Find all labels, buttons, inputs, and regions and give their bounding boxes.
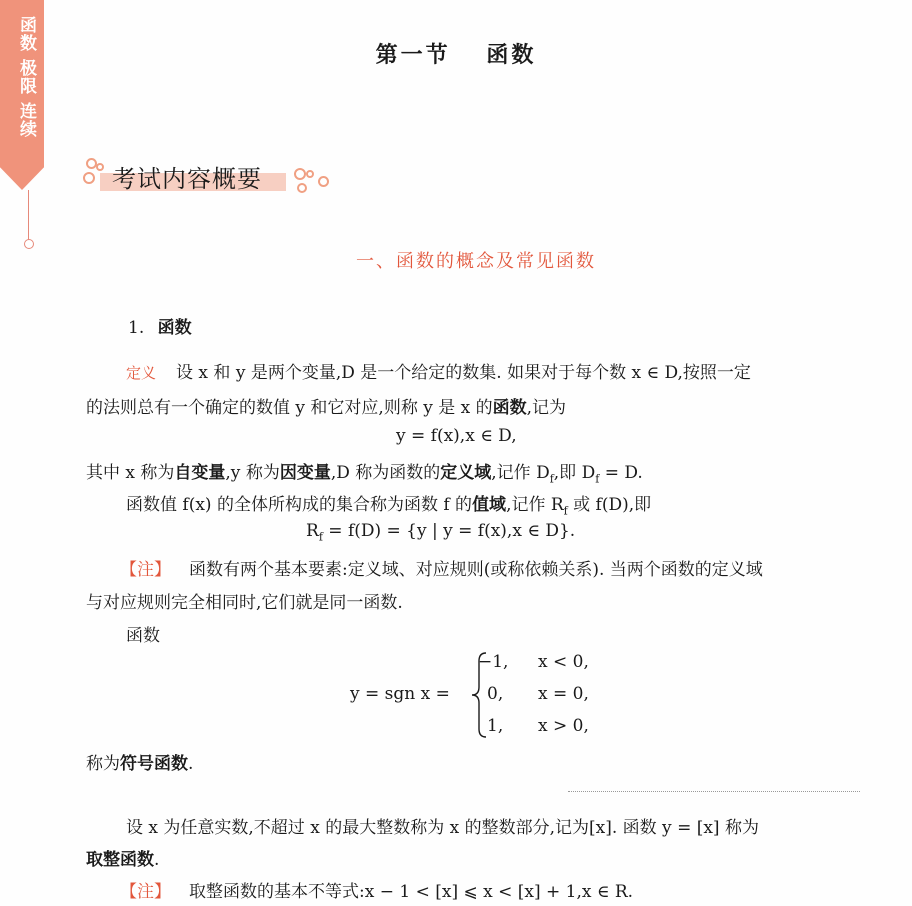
ring-decoration-icon [297, 183, 307, 193]
sgn-case-2-value: 0, [487, 684, 504, 704]
definition-line-3: 其中 x 称为自变量,y 称为因变量,D 称为函数的定义域,记作 $D_f$,即 $D_f = D$. [86, 463, 643, 486]
term-sign-function: 符号函数 [120, 754, 188, 774]
term-function: 函数 [492, 398, 527, 418]
term-floor-function: 取整函数 [86, 850, 154, 870]
chapter-side-label: 函数 极限 连续 [16, 16, 36, 138]
note-1-line-1: 【注】 函数有两个基本要素:定义域、对应规则(或称依赖关系). 当两个函数的定义域 [120, 560, 763, 580]
sgn-lhs: y = sgn x = [350, 684, 450, 704]
sgn-case-1-cond: x < 0, [538, 652, 589, 672]
floor-line-1: 设 x 为任意实数,不超过 x 的最大整数称为 x 的整数部分,记为[x]. 函数 y = [x] 称为 [126, 818, 759, 838]
page-title: 第一节 函数 [375, 42, 537, 68]
definition-label: 定义 [126, 364, 157, 382]
sgn-caption: 称为符号函数. [86, 754, 194, 774]
definition-line-2: 的法则总有一个确定的数值 y 和它对应,则称 y 是 x 的函数,记为 [86, 398, 567, 418]
floor-line-2: 取整函数. [86, 850, 160, 870]
sgn-case-1-value: −1, [478, 652, 509, 672]
note-2-label: 【注】 [120, 882, 171, 902]
ring-decoration-icon [96, 163, 104, 171]
dotted-divider [568, 791, 860, 792]
subsection-label: 函数 [157, 318, 192, 338]
term-independent-variable: 自变量 [174, 463, 226, 483]
note-1-label: 【注】 [120, 560, 171, 580]
formula-range: $R_f = f(D) = \{y$ | y = f(x),x ∈ D}. [306, 521, 576, 544]
definition-line-4: 函数值 f(x) 的全体所构成的集合称为函数 f 的值域,记作 $R_f$ 或 f(D),即 [126, 495, 652, 518]
sgn-case-3-value: 1, [487, 716, 504, 736]
ring-decoration-icon [83, 172, 95, 184]
term-range: 值域 [472, 495, 507, 515]
term-domain: 定义域 [440, 463, 492, 483]
note-1-line-2: 与对应规则完全相同时,它们就是同一函数. [86, 593, 403, 613]
sgn-intro: 函数 [126, 626, 160, 646]
sgn-case-2-cond: x = 0, [538, 684, 589, 704]
section-heading: 一、函数的概念及常见函数 [356, 251, 596, 272]
note-2: 【注】 取整函数的基本不等式:x − 1 < [x] ⩽ x < [x] + 1,x ∈ R. [120, 882, 634, 902]
ring-decoration-icon [294, 168, 306, 180]
subsection-number: 1. [128, 318, 145, 338]
summary-heading: 考试内容概要 [112, 165, 262, 193]
sgn-case-3-cond: x > 0, [538, 716, 589, 736]
formula-function: y = f(x),x ∈ D, [396, 426, 517, 446]
definition-line-1: 定义 设 x 和 y 是两个变量,D 是一个给定的数集. 如果对于每个数 x ∈ D,按照一定 [126, 363, 751, 383]
subsection-heading [128, 313, 192, 338]
term-dependent-variable: 因变量 [279, 463, 331, 483]
side-divider-line [28, 190, 29, 240]
ring-decoration-icon [306, 170, 314, 178]
ring-decoration-icon [318, 176, 329, 187]
